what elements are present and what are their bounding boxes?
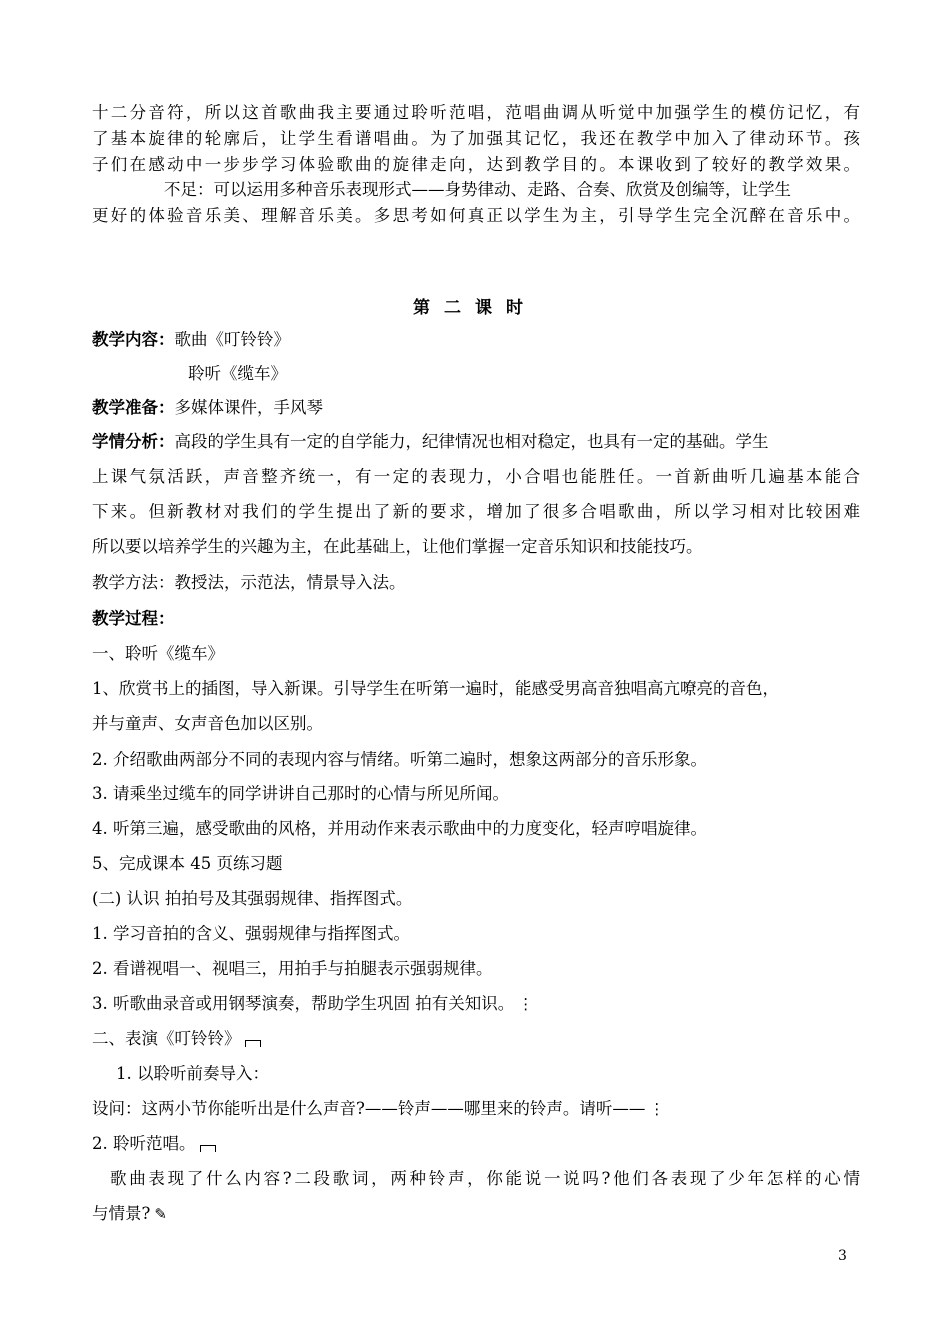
section1-step-1a: 1、欣赏书上的插图，导入新课。引导学生在听第一遍时，能感受男高音独唱高亢嘹亮的音色， bbox=[92, 679, 779, 698]
page-number: 3 bbox=[838, 1248, 847, 1264]
bracket-mark-icon-2 bbox=[200, 1145, 216, 1152]
section1-heading: 一、聆听《缆车》 bbox=[92, 644, 224, 663]
intro-line-5: 更好的体验音乐美、理解音乐美。多思考如何真正以学生为主，引导学生完全沉醉在音乐中。 bbox=[92, 206, 860, 225]
intro-line-2: 了基本旋律的轮廓后，让学生看谱唱曲。为了加强其记忆，我还在教学中加入了律动环节。孩 bbox=[92, 129, 860, 148]
subsection-step-3: 3. 听歌曲录音或用钢琴演奏，帮助学生巩固 拍有关知识。 bbox=[92, 994, 515, 1013]
ellipsis-mark-icon: ⋮ bbox=[518, 995, 534, 1013]
analysis-line-1: 高段的学生具有一定的自学能力，纪律情况也相对稳定，也具有一定的基础。学生 bbox=[174, 432, 769, 451]
section2-step-2: 2. 聆听范唱。 bbox=[92, 1134, 196, 1153]
section2-paragraph-line-1: 歌曲表现了什么内容?二段歌词，两种铃声，你能说一说吗?他们各表现了少年怎样的心情 bbox=[110, 1169, 860, 1188]
section2-heading-row bbox=[92, 1028, 261, 1050]
question-text: 设问：这两小节你能听出是什么声音?——铃声——哪里来的铃声。请听—— bbox=[92, 1099, 646, 1118]
analysis-label: 学情分析： bbox=[92, 432, 175, 451]
section1-step-3: 3. 请乘坐过缆车的同学讲讲自己那时的心情与所见所闻。 bbox=[92, 784, 509, 803]
process-label: 教学过程： bbox=[92, 609, 175, 628]
section2-step-1: 1. 以聆听前奏导入： bbox=[116, 1064, 269, 1083]
content-label: 教学内容： bbox=[92, 330, 175, 349]
section2-step-2-row bbox=[92, 1133, 216, 1155]
question-row bbox=[92, 1098, 664, 1120]
subsection-step-1: 1. 学习音拍的含义、强弱规律与指挥图式。 bbox=[92, 924, 410, 943]
prep-row bbox=[92, 397, 323, 419]
bracket-mark-icon bbox=[245, 1040, 261, 1047]
subsection-heading: (二) 认识 拍拍号及其强弱规律、指挥图式。 bbox=[92, 889, 413, 908]
section1-step-5: 5、完成课本 45 页练习题 bbox=[92, 854, 283, 873]
lesson-title: 第二课时 bbox=[413, 298, 537, 318]
method-line: 教学方法：教授法，示范法，情景导入法。 bbox=[92, 573, 406, 592]
intro-line-3: 子们在感动中一步步学习体验歌曲的旋律走向，达到教学目的。本课收到了较好的教学效果。 bbox=[92, 155, 860, 174]
content-row bbox=[92, 329, 290, 351]
analysis-line-3: 下来。但新教材对我们的学生提出了新的要求，增加了很多合唱歌曲，所以学习相对比较困难 bbox=[92, 502, 860, 521]
analysis-line-2: 上课气氛活跃，声音整齐统一，有一定的表现力，小合唱也能胜任。一首新曲听几遍基本能合 bbox=[92, 467, 860, 486]
prep-label: 教学准备： bbox=[92, 398, 175, 417]
scribble-mark-icon: ✎ bbox=[154, 1205, 167, 1223]
section1-step-2: 2. 介绍歌曲两部分不同的表现内容与情绪。听第二遍时，想象这两部分的音乐形象。 bbox=[92, 750, 707, 769]
section2-paragraph-line-2: 与情景? bbox=[92, 1204, 151, 1223]
section2-heading: 二、表演《叮铃铃》 bbox=[92, 1029, 241, 1048]
subsection-step-3-row bbox=[92, 993, 533, 1015]
subsection-step-2: 2. 看谱视唱一、视唱三，用拍手与拍腿表示强弱规律。 bbox=[92, 959, 493, 978]
section1-step-4: 4. 听第三遍，感受歌曲的风格，并用动作来表示歌曲中的力度变化，轻声哼唱旋律。 bbox=[92, 819, 707, 838]
intro-line-4: 不足：可以运用多种音乐表现形式——身势律动、走路、合奏、欣赏及创编等，让学生 bbox=[164, 180, 791, 199]
prep-text: 多媒体课件，手风琴 bbox=[174, 398, 323, 417]
analysis-line-4: 所以要以培养学生的兴趣为主，在此基础上，让他们掌握一定音乐知识和技能技巧。 bbox=[92, 537, 703, 556]
content-item-1: 歌曲《叮铃铃》 bbox=[174, 330, 290, 349]
content-item-2: 聆听《缆车》 bbox=[188, 364, 287, 383]
section2-paragraph-line-2-row bbox=[92, 1203, 167, 1225]
analysis-row bbox=[92, 431, 769, 453]
ellipsis-mark-icon-2: ⋮ bbox=[649, 1100, 665, 1118]
intro-line-1: 十二分音符，所以这首歌曲我主要通过聆听范唱，范唱曲调从听觉中加强学生的模仿记忆，有 bbox=[92, 103, 860, 122]
section1-step-1b: 并与童声、女声音色加以区别。 bbox=[92, 714, 323, 733]
